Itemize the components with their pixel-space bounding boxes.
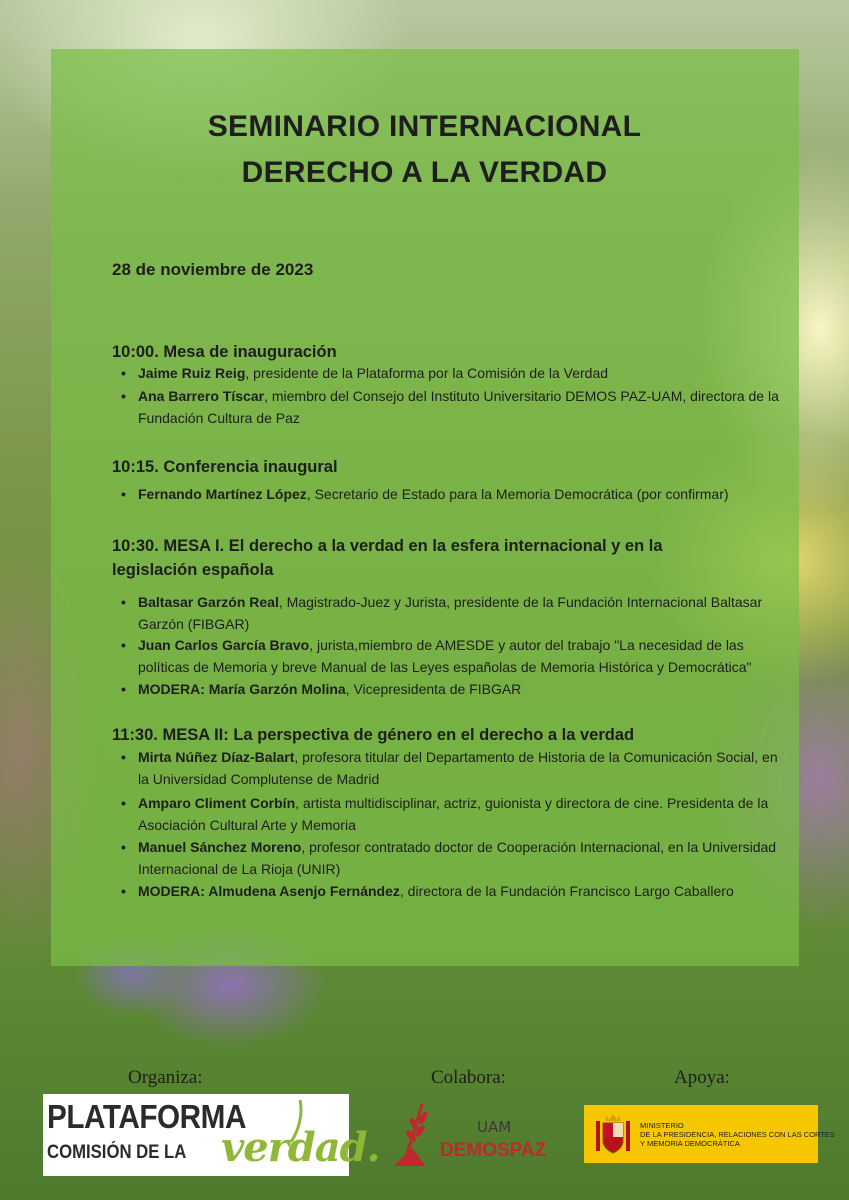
bullet: • bbox=[121, 795, 126, 811]
event-date: 28 de noviembre de 2023 bbox=[112, 260, 314, 279]
list-item bbox=[121, 792, 791, 836]
title-line-1: SEMINARIO INTERNACIONAL bbox=[207, 110, 642, 143]
list-item bbox=[121, 880, 791, 902]
plataforma-text: PLATAFORMA bbox=[47, 1098, 246, 1135]
speaker-name: Jaime Ruiz Reig bbox=[138, 365, 246, 381]
list-item bbox=[121, 362, 791, 384]
ministerio-text bbox=[640, 1121, 835, 1148]
title-line-2: DERECHO A LA VERDAD bbox=[241, 156, 608, 189]
speaker-name: Amparo Climent Corbín bbox=[138, 795, 296, 811]
bullet: • bbox=[121, 681, 126, 697]
speaker-name: MODERA: María Garzón Molina bbox=[138, 681, 346, 697]
speaker-role: , artista multidisciplinar, actriz, guionista y directora de cine. Presidenta de la Asociación Cultural Arte y Memoria bbox=[138, 795, 769, 833]
speaker-role: , jurista,miembro de AMESDE y autor del trabajo "La necesidad de las políticas de Memoria y breve Manual de las Leyes españolas de Memoria Histórica y Democrática" bbox=[138, 637, 752, 675]
speaker-role: , directora de la Fundación Francisco Largo Caballero bbox=[399, 883, 734, 899]
demospaz-logo bbox=[392, 1098, 562, 1170]
speaker-role: , profesor contratado doctor de Cooperación Internacional, en la Universidad Internacional de La Rioja (UNIR) bbox=[138, 839, 777, 877]
list-item bbox=[121, 746, 791, 790]
organiza-label: Organiza: bbox=[128, 1067, 203, 1088]
colabora-label: Colabora: bbox=[431, 1067, 506, 1088]
bullet: • bbox=[121, 749, 126, 765]
section-heading-conferencia: 10:15. Conferencia inaugural bbox=[112, 458, 338, 476]
speaker-name: Juan Carlos García Bravo bbox=[138, 637, 310, 653]
speaker-name: Fernando Martínez López bbox=[138, 486, 307, 502]
list-item bbox=[121, 591, 791, 635]
ministerio-logo bbox=[584, 1105, 835, 1163]
speaker-role: , Vicepresidenta de FIBGAR bbox=[345, 681, 522, 697]
bullet: • bbox=[121, 839, 126, 855]
speaker-role: , profesora titular del Departamento de Historia de la Comunicación Social, en la Universidad Complutense de Madrid bbox=[138, 749, 778, 787]
section-heading-mesa-2: 11:30. MESA II: La perspectiva de género en el derecho a la verdad bbox=[112, 726, 635, 744]
demospaz-text: DEMOSPAZ bbox=[440, 1140, 547, 1161]
section-heading-mesa-1-line-1: 10:30. MESA I. El derecho a la verdad en la esfera internacional y en la bbox=[112, 537, 663, 555]
speaker-name: Mirta Núñez Díaz-Balart bbox=[138, 749, 295, 765]
speaker-name: Ana Barrero Tíscar bbox=[138, 388, 265, 404]
speaker-role: , miembro del Consejo del Instituto Universitario DEMOS PAZ-UAM, directora de la Fundación Cultura de Paz bbox=[138, 388, 779, 426]
bullet: • bbox=[121, 594, 126, 610]
bullet: • bbox=[121, 388, 126, 404]
speaker-name: Manuel Sánchez Moreno bbox=[138, 839, 302, 855]
olive-branch-icon bbox=[392, 1098, 442, 1168]
bullet: • bbox=[121, 637, 126, 653]
section-heading-mesa-1-line-2: legislación española bbox=[112, 561, 274, 579]
plataforma-logo bbox=[43, 1094, 380, 1176]
speaker-name: Baltasar Garzón Real bbox=[138, 594, 279, 610]
uam-text: UAM bbox=[477, 1118, 512, 1136]
list-item bbox=[121, 483, 791, 505]
spain-coat-of-arms-icon bbox=[592, 1111, 634, 1157]
comision-text: COMISIÓN DE LA bbox=[47, 1142, 187, 1163]
ministerio-line-2: DE LA PRESIDENCIA, RELACIONES CON LAS CORTES bbox=[640, 1130, 835, 1139]
list-item bbox=[121, 634, 791, 678]
list-item bbox=[121, 836, 791, 880]
list-item bbox=[121, 678, 791, 700]
speaker-name: MODERA: Almudena Asenjo Fernández bbox=[138, 883, 400, 899]
bullet: • bbox=[121, 486, 126, 502]
verdad-flourish-icon bbox=[255, 1096, 315, 1146]
ministerio-line-1: MINISTERIO bbox=[640, 1121, 684, 1130]
speaker-role: , Secretario de Estado para la Memoria Democrática (por confirmar) bbox=[306, 486, 729, 502]
speaker-role: , presidente de la Plataforma por la Comisión de la Verdad bbox=[245, 365, 609, 381]
section-heading-inauguracion: 10:00. Mesa de inauguración bbox=[112, 343, 337, 361]
speaker-role: , Magistrado-Juez y Jurista, presidente de la Fundación Internacional Baltasar Garzón (FIBGAR) bbox=[138, 594, 763, 632]
ministerio-line-3: Y MEMORIA DEMOCRÁTICA bbox=[640, 1139, 740, 1148]
bullet: • bbox=[121, 365, 126, 381]
list-item bbox=[121, 385, 791, 429]
bullet: • bbox=[121, 883, 126, 899]
verdad-script: verdad. bbox=[221, 1124, 380, 1171]
apoya-label: Apoya: bbox=[674, 1067, 730, 1088]
